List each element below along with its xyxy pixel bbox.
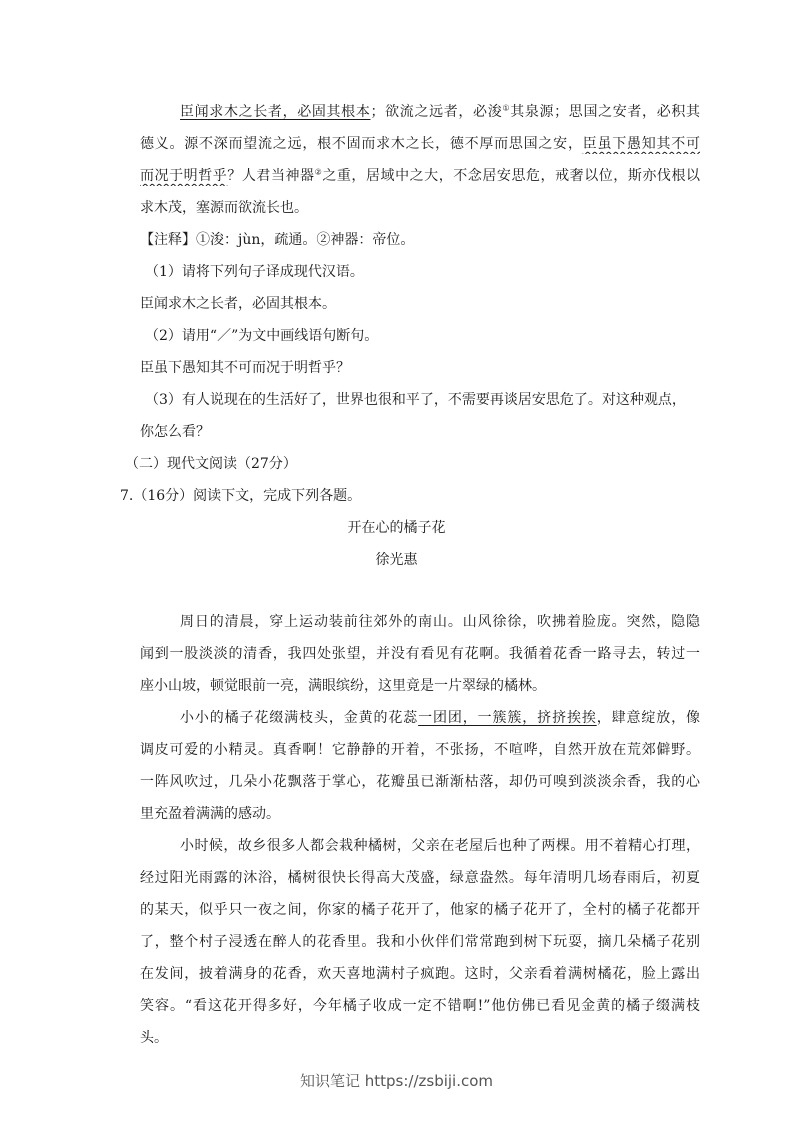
wavy-underlined-phrase: 臣虽下愚知其不可 [582, 136, 700, 152]
essay-p2-line-1: 小小的橘子花缀满枝头，金黄的花蕊一团团，一簇簇，挤挤挨挨，肆意绽放，像 [180, 710, 700, 726]
question-7: 7.（16分）阅读下文，完成下列各题。 [120, 488, 362, 504]
question-3-line-1: （3）有人说现在的生活好了，世界也很和平了，不需要再谈居安思危了。对这种观点， [145, 392, 686, 408]
underlined-phrase: 臣闻求木之长者，必固其根本 [180, 104, 371, 120]
essay-p3-line-3: 的某天，似乎只一夜之间，你家的橘子花开了，他家的橘子花开了，全村的橘子花都开 [140, 902, 700, 918]
question-2-sentence: 臣虽下愚知其不可而况于明哲乎？ [140, 360, 350, 376]
footnote-mark-2: ② [314, 167, 323, 177]
footer-watermark: 知识笔记 https://zsbiji.com [299, 1072, 494, 1090]
essay-author: 徐光惠 [375, 552, 418, 568]
essay-p3-line-7: 头。 [140, 1030, 168, 1046]
section-heading: （二）现代文阅读（27分） [125, 456, 297, 472]
essay-p3-line-1: 小时候，故乡很多人都会栽种橘树，父亲在老屋后也种了两棵。用不着精心打理， [180, 838, 700, 854]
essay-p1-line-2: 闻到一股淡淡的清香，我四处张望，并没有看见有花啊。我循着花香一路寻去，转过一 [140, 646, 700, 662]
question-3-line-2: 你怎么看？ [140, 424, 210, 440]
footnote-mark-1: ① [502, 103, 511, 113]
question-1: （1）请将下列句子译成现代汉语。 [145, 264, 364, 280]
essay-p2-line-2: 调皮可爱的小精灵。真香啊！它静静的开着，不张扬，不喧哗，自然开放在荒郊僻野。 [140, 742, 700, 758]
annotation-note: 【注释】①浚：jùn，疏通。②神器：帝位。 [140, 232, 415, 248]
essay-title: 开在心的橘子花 [347, 520, 446, 536]
essay-p1-line-3: 座小山坡，顿觉眼前一亮，满眼缤纷，这里竟是一片翠绿的橘林。 [140, 678, 546, 694]
wavy-underlined-phrase-cont: 而况于明哲乎 [140, 168, 228, 184]
question-1-sentence: 臣闻求木之长者，必固其根本。 [140, 296, 336, 312]
essay-p3-line-6: 笑容。“看这花开得多好，今年橘子收成一定不错啊!”他仿佛已看见金黄的橘子缀满枝 [140, 998, 700, 1014]
essay-p3-line-2: 经过阳光雨露的沐浴，橘树很快长得高大茂盛，绿意盎然。每年清明几场春雨后，初夏 [140, 870, 700, 886]
essay-p1-line-1: 周日的清晨，穿上运动装前往郊外的南山。山风徐徐，吹拂着脸庞。突然，隐隐 [180, 614, 700, 630]
essay-p2-line-4: 里充盈着满满的感动。 [140, 806, 280, 822]
passage-line-1: 臣闻求木之长者，必固其根本；欲流之远者，必浚①其泉源；思国之安者，必积其 [180, 103, 700, 120]
question-2: （2）请用“／”为文中画线语句断句。 [145, 328, 379, 344]
passage-line-2: 德义。源不深而望流之远，根不固而求木之长，德不厚而思国之安，臣虽下愚知其不可 [140, 136, 700, 152]
underlined-phrase-flowers: 一团团，一簇簇，挤挤挨挨 [418, 710, 597, 726]
essay-p2-line-3: 一阵风吹过，几朵小花飘落于掌心，花瓣虽已渐渐枯落，却仍可嗅到淡淡余香，我的心 [140, 774, 700, 790]
essay-p3-line-4: 了，整个村子浸透在醉人的花香里。我和小伙伴们常常跑到树下玩耍，摘几朵橘子花别 [140, 934, 700, 950]
passage-line-4: 求木茂，塞源而欲流长也。 [140, 200, 308, 216]
essay-p3-line-5: 在发间，披着满身的花香，欢天喜地满村子疯跑。这时，父亲看着满树橘花，脸上露出 [140, 966, 700, 982]
passage-line-3: 而况于明哲乎？人君当神器②之重，居域中之大，不念居安思危，戒奢以位，斯亦伐根以 [140, 167, 700, 184]
